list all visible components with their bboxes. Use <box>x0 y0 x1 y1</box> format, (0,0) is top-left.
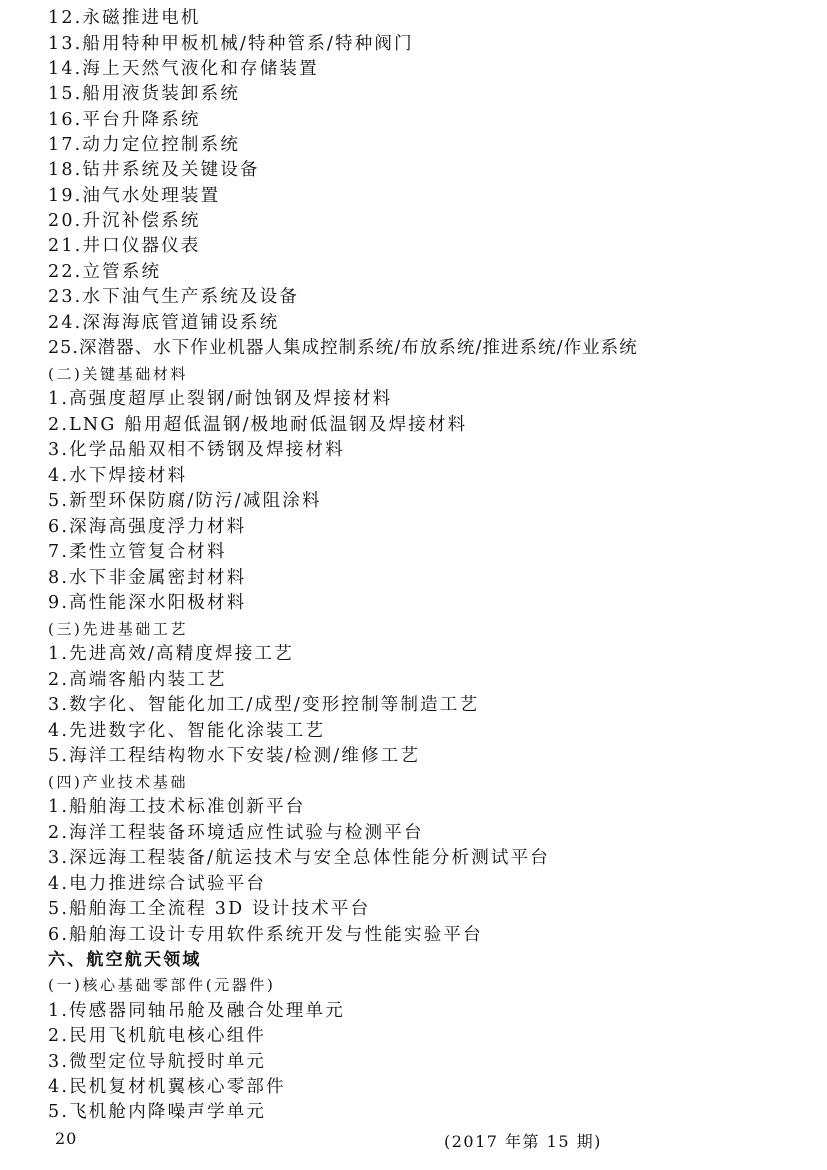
list-item: 6.船舶海工设计专用软件系统开发与性能实验平台 <box>48 925 483 945</box>
list-item: 23.水下油气生产系统及设备 <box>48 287 300 307</box>
list-item: 1.传感器同轴吊舱及融合处理单元 <box>48 1001 345 1021</box>
chapter-heading: 六、航空航天领域 <box>48 950 202 970</box>
list-item: 1.船舶海工技术标准创新平台 <box>48 797 306 817</box>
list-item: 4.电力推进综合试验平台 <box>48 874 267 894</box>
list-item: 4.先进数字化、智能化涂装工艺 <box>48 721 326 741</box>
list-item: 12.永磁推进电机 <box>48 8 201 28</box>
issue-label: (2017 年第 15 期) <box>444 1132 602 1151</box>
list-item: 20.升沉补偿系统 <box>48 211 201 231</box>
list-item: 2.海洋工程装备环境适应性试验与检测平台 <box>48 823 424 843</box>
page-number: 20 <box>55 1129 78 1148</box>
list-item: 5.新型环保防腐/防污/减阻涂料 <box>48 491 322 511</box>
list-item: 1.先进高效/高精度焊接工艺 <box>48 644 294 664</box>
list-item: 1.高强度超厚止裂钢/耐蚀钢及焊接材料 <box>48 389 393 409</box>
list-item: 7.柔性立管复合材料 <box>48 542 227 562</box>
section-heading: (二)关键基础材料 <box>48 365 189 383</box>
list-item: 16.平台升降系统 <box>48 110 201 130</box>
list-item: 17.动力定位控制系统 <box>48 135 241 155</box>
section-heading: (三)先进基础工艺 <box>48 620 189 638</box>
list-item: 3.深远海工程装备/航运技术与安全总体性能分析测试平台 <box>48 848 550 868</box>
section-heading: (四)产业技术基础 <box>48 773 189 791</box>
list-item: 3.微型定位导航授时单元 <box>48 1052 267 1072</box>
list-item: 14.海上天然气液化和存储装置 <box>48 59 319 79</box>
list-item: 9.高性能深水阳极材料 <box>48 593 247 613</box>
list-item: 22.立管系统 <box>48 262 162 282</box>
list-item: 18.钻井系统及关键设备 <box>48 160 260 180</box>
list-item: 5.飞机舱内降噪声学单元 <box>48 1102 267 1122</box>
list-item: 19.油气水处理装置 <box>48 186 221 206</box>
list-item: 24.深海海底管道铺设系统 <box>48 313 280 333</box>
list-item: 25.深潜器、水下作业机器人集成控制系统/布放系统/推进系统/作业系统 <box>48 338 638 358</box>
list-item: 8.水下非金属密封材料 <box>48 568 247 588</box>
list-item: 2.LNG 船用超低温钢/极地耐低温钢及焊接材料 <box>48 415 468 435</box>
list-item: 3.化学品船双相不锈钢及焊接材料 <box>48 440 345 460</box>
list-item: 3.数字化、智能化加工/成型/变形控制等制造工艺 <box>48 695 480 715</box>
list-item: 15.船用液货装卸系统 <box>48 84 241 104</box>
section-heading: (一)核心基础零部件(元器件) <box>48 976 276 994</box>
list-item: 13.船用特种甲板机械/特种管系/特种阀门 <box>48 34 414 54</box>
list-item: 2.民用飞机航电核心组件 <box>48 1026 267 1046</box>
list-item: 5.海洋工程结构物水下安装/检测/维修工艺 <box>48 746 421 766</box>
list-item: 5.船舶海工全流程 3D 设计技术平台 <box>48 899 371 919</box>
list-item: 21.井口仪器仪表 <box>48 236 201 256</box>
list-item: 4.水下焊接材料 <box>48 466 188 486</box>
list-item: 4.民机复材机翼核心零部件 <box>48 1077 286 1097</box>
list-item: 6.深海高强度浮力材料 <box>48 517 247 537</box>
list-item: 2.高端客船内装工艺 <box>48 670 227 690</box>
